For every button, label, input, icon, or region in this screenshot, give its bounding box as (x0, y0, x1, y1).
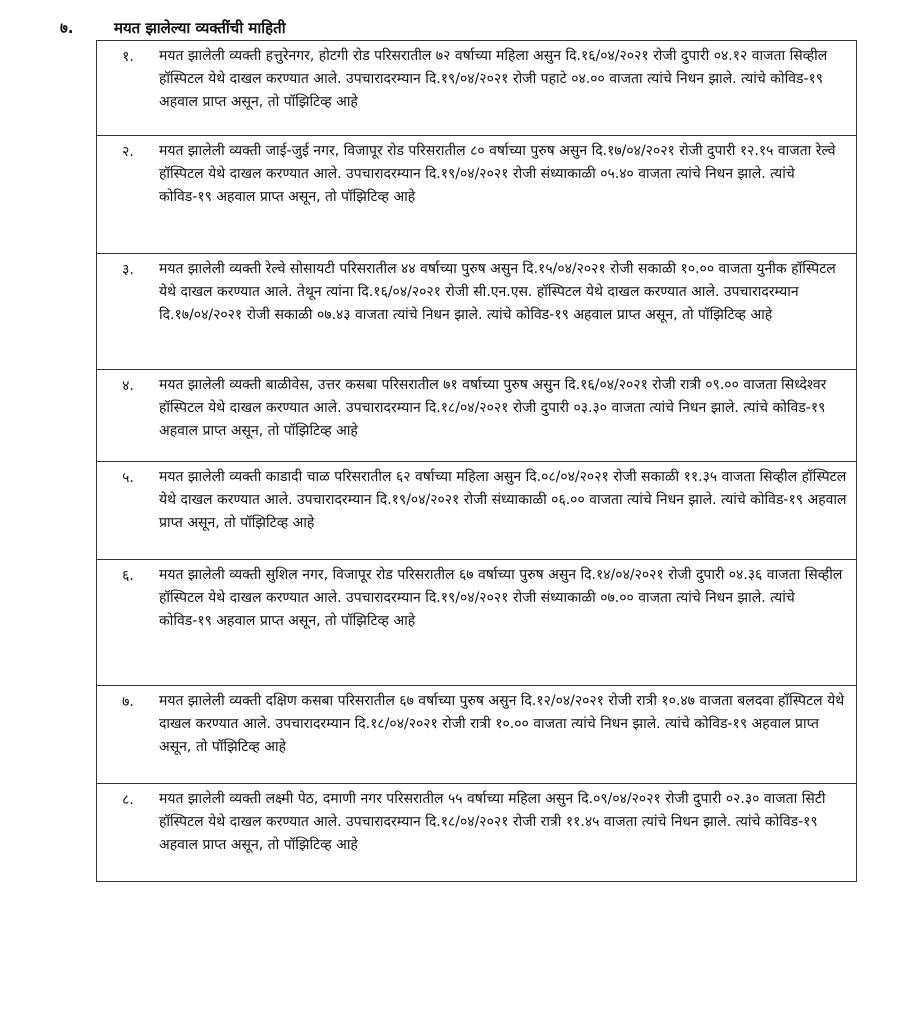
entry-text: मयत झालेली व्यक्ती सुशिल नगर, विजापूर रोड परिसरातील ६७ वर्षाच्या पुरुष असुन दि.१४/०४/२०२१ रोजी दुपारी ०४.३६ वाजता सिव्हील हॉस्पिटल येथे दाखल करण्यात आले. उपचारादरम्यान दि.१९/०४/२०२१ रोजी संध्याकाळी ०७.०० वाजता त्यांचे निधन झाले. त्यांचे कोविड-१९ अहवाल प्राप्त असून, तो पॉझिटिव्ह आहे (159, 567, 843, 629)
deceased-info-table (96, 40, 857, 882)
table-row (97, 136, 856, 254)
table-row (97, 784, 856, 881)
entry-text: मयत झालेली व्यक्ती काडादी चाळ परिसरातील ६२ वर्षाच्या महिला असुन दि.०८/०४/२०२१ रोजी सकाळी ११.३५ वाजता सिव्हील हॉस्पिटल येथे दाखल करण्यात आले. उपचारादरम्यान दि.१९/०४/२०२१ रोजी संध्याकाळी ०६.०० वाजता त्यांचे निधन झाले. त्यांचे कोविड-१९ अहवाल प्राप्त असून, तो पॉझिटिव्ह आहे (159, 469, 847, 531)
section-title: मयत झालेल्या व्यक्तींची माहिती (114, 19, 286, 37)
entry-text: मयत झालेली व्यक्ती लक्ष्मी पेठ, दमाणी नगर परिसरातील ५५ वर्षाच्या महिला असुन दि.०९/०४/२०२१ रोजी दुपारी ०२.३० वाजता सिटी हॉस्पिटल येथे दाखल करण्यात आले. उपचारादरम्यान दि.१८/०४/२०२१ रोजी रात्री ११.४५ वाजता त्यांचे निधन झाले. त्यांचे कोविड-१९ अहवाल प्राप्त असून, तो पॉझिटिव्ह आहे (159, 791, 826, 853)
serial-number: १. (122, 49, 134, 65)
table-row (97, 462, 856, 560)
entry-text: मयत झालेली व्यक्ती बाळीवेस, उत्तर कसबा परिसरातील ७१ वर्षाच्या पुरुष असुन दि.१६/०४/२०२१ रोजी रात्री ०९.०० वाजता सिध्देश्वर हॉस्पिटल येथे दाखल करण्यात आले. उपचारादरम्यान दि.१८/०४/२०२१ रोजी दुपारी ०३.३० वाजता त्यांचे निधन झाले. त्यांचे कोविड-१९ अहवाल प्राप्त असून, तो पॉझिटिव्ह आहे (159, 377, 827, 439)
serial-number: ६. (122, 568, 134, 584)
table-row (97, 254, 856, 370)
table-row (97, 686, 856, 784)
entry-text: मयत झालेली व्यक्ती हत्तुरेनगर, होटगी रोड परिसरातील ७२ वर्षाच्या महिला असुन दि.१६/०४/२०२१ रोजी दुपारी ०४.१२ वाजता सिव्हील हॉस्पिटल येथे दाखल करण्यात आले. उपचारादरम्यान दि.१९/०४/२०२१ रोजी पहाटे ०४.०० वाजता त्यांचे निधन झाले. त्यांचे कोविड-१९ अहवाल प्राप्त असून, तो पॉझिटिव्ह आहे (159, 48, 828, 110)
serial-number: ४. (122, 378, 134, 394)
entry-text: मयत झालेली व्यक्ती दक्षिण कसबा परिसरातील ६७ वर्षाच्या पुरुष असुन दि.१२/०४/२०२१ रोजी रात्री १०.४७ वाजता बलदवा हॉस्पिटल येथे दाखल करण्यात आले. उपचारादरम्यान दि.१८/०४/२०२१ रोजी रात्री १०.०० वाजता त्यांचे निधन झाले. त्यांचे कोविड-१९ अहवाल प्राप्त असून, तो पॉझिटिव्ह आहे (159, 693, 845, 755)
serial-number: ३. (122, 262, 134, 278)
section-number: ७. (60, 19, 74, 37)
entry-text: मयत झालेली व्यक्ती रेल्वे सोसायटी परिसरातील ४४ वर्षाच्या पुरुष असुन दि.१५/०४/२०२१ रोजी सकाळी १०.०० वाजता युनीक हॉस्पिटल येथे दाखल करण्यात आले. तेथून त्यांना दि.१६/०४/२०२१ रोजी सी.एन.एस. हॉस्पिटल येथे दाखल करण्यात आले. उपचारादरम्यान दि.१७/०४/२०२१ रोजी सकाळी ०७.४३ वाजता त्यांचे निधन झाले. त्यांचे कोविड-१९ अहवाल प्राप्त असून, तो पॉझिटिव्ह आहे (159, 261, 836, 323)
serial-number: ५. (122, 470, 134, 486)
serial-number: २. (122, 144, 134, 160)
table-row (97, 560, 856, 686)
table-row (97, 41, 856, 136)
serial-number: ८. (122, 792, 134, 808)
entry-text: मयत झालेली व्यक्ती जाई-जुई नगर, विजापूर रोड परिसरातील ८० वर्षाच्या पुरुष असुन दि.१७/०४/२०२१ रोजी दुपारी १२.१५ वाजता रेल्वे हॉस्पिटल येथे दाखल करण्यात आले. उपचारादरम्यान दि.१९/०४/२०२१ रोजी संध्याकाळी ०५.४० वाजता त्यांचे निधन झाले. त्यांचे कोविड-१९ अहवाल प्राप्त असून, तो पॉझिटिव्ह आहे (159, 143, 836, 205)
serial-number: ७. (122, 694, 134, 710)
section-heading (60, 14, 286, 42)
table-row (97, 370, 856, 462)
